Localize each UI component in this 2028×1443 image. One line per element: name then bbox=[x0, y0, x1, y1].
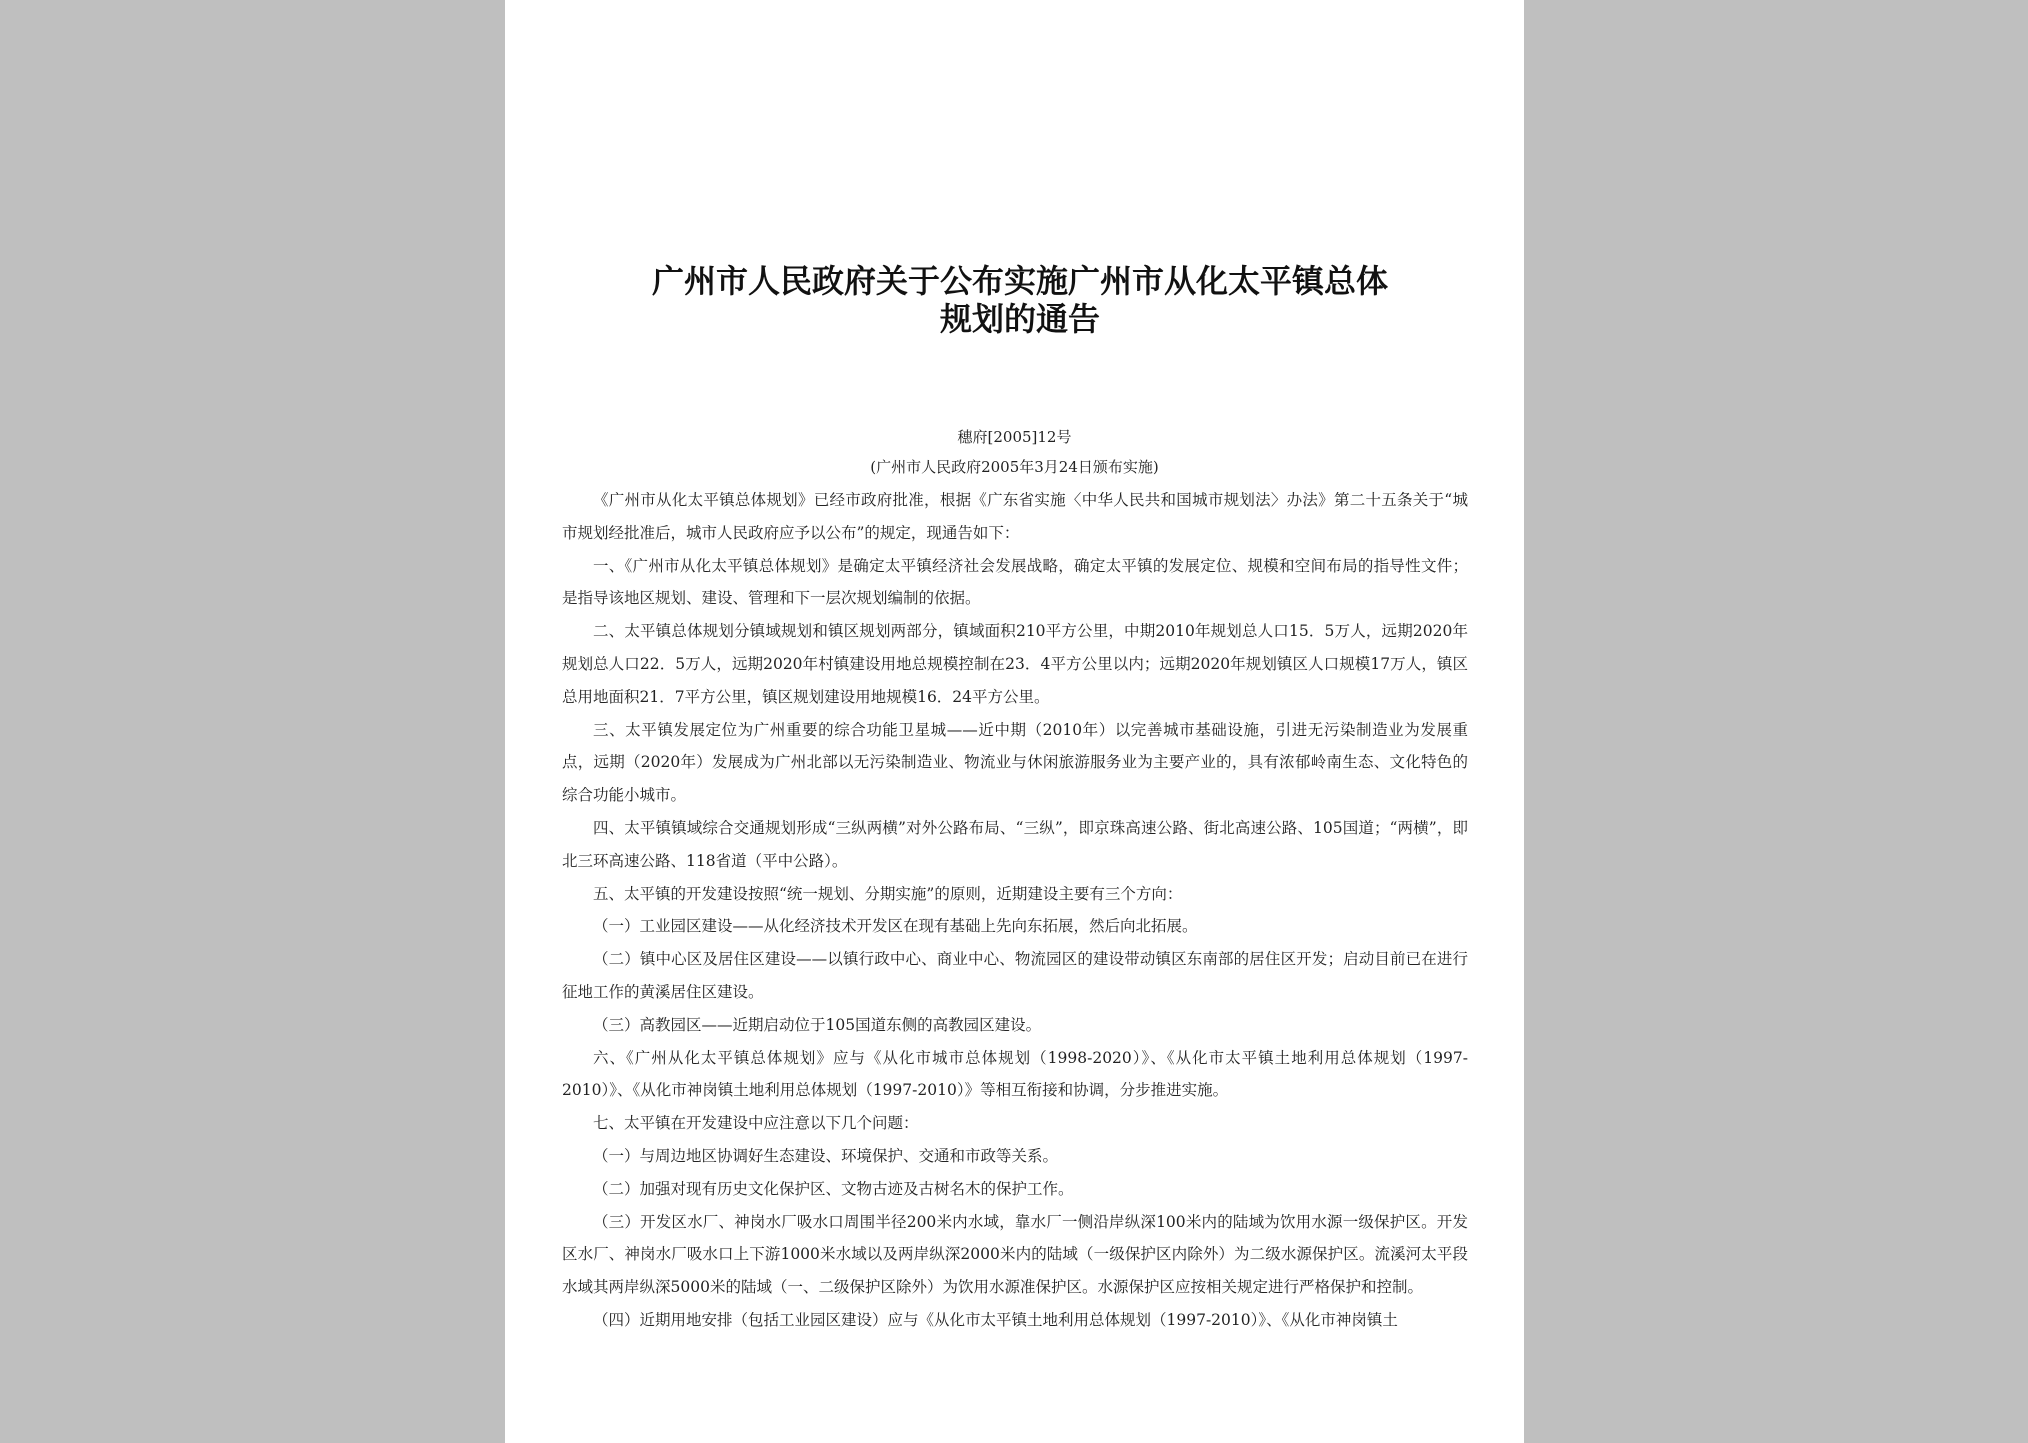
paragraph: 一、《广州市从化太平镇总体规划》是确定太平镇经济社会发展战略，确定太平镇的发展定位、规模和空间布局的指导性文件；是指导该地区规划、建设、管理和下一层次规划编制的依据。 bbox=[562, 556, 1468, 608]
document-body bbox=[562, 484, 1468, 1337]
paragraph: 六、《广州从化太平镇总体规划》应与《从化市城市总体规划（1998-2020）》、《从化市太平镇土地利用总体规划（1997-2010）》、《从化市神岗镇土地利用总体规划（1997-2010）》等相互衔接和协调，分步推进实施。 bbox=[562, 1048, 1468, 1100]
paragraph: 五、太平镇的开发建设按照“统一规划、分期实施”的原则，近期建设主要有三个方向： bbox=[593, 884, 1183, 903]
issue-note: (广州市人民政府2005年3月24日颁布实施) bbox=[870, 458, 1159, 476]
paragraph: （二）加强对现有历史文化保护区、文物古迹及古树名木的保护工作。 bbox=[593, 1179, 1074, 1198]
paragraph: （一）工业园区建设——从化经济技术开发区在现有基础上先向东拓展，然后向北拓展。 bbox=[593, 917, 1198, 936]
title-line-1: 广州市人民政府关于公布实施广州市从化太平镇总体 bbox=[651, 262, 1388, 300]
document-page bbox=[505, 0, 1524, 1443]
paragraph: （一）与周边地区协调好生态建设、环境保护、交通和市政等关系。 bbox=[593, 1146, 1059, 1165]
document-title bbox=[595, 262, 1445, 338]
paragraph: （三）开发区水厂、神岗水厂吸水口周围半径200米内水域，靠水厂一侧沿岸纵深100米内的陆域为饮用水源一级保护区。开发区水厂、神岗水厂吸水口上下游1000米水域以及两岸纵深2000米内的陆域（一级保护区内除外）为二级水源保护区。流溪河太平段水域其两岸纵深5000米的陆域（一、二级保护区除外）为饮用水源准保护区。水源保护区应按相关规定进行严格保护和控制。 bbox=[562, 1212, 1468, 1297]
paragraph: （四）近期用地安排（包括工业园区建设）应与《从化市太平镇土地利用总体规划（1997-2010）》、《从化市神岗镇土 bbox=[593, 1310, 1398, 1329]
paragraph: （三）高教园区——近期启动位于105国道东侧的高教园区建设。 bbox=[593, 1015, 1042, 1034]
document-number: 穗府[2005]12号 bbox=[957, 428, 1072, 446]
paragraph: 三、太平镇发展定位为广州重要的综合功能卫星城——近中期（2010年）以完善城市基础设施，引进无污染制造业为发展重点，远期（2020年）发展成为广州北部以无污染制造业、物流业与休闲旅游服务业为主要产业的，具有浓郁岭南生态、文化特色的综合功能小城市。 bbox=[562, 720, 1468, 805]
paragraph: （二）镇中心区及居住区建设——以镇行政中心、商业中心、物流园区的建设带动镇区东南部的居住区开发；启动目前已在进行征地工作的黄溪居住区建设。 bbox=[562, 950, 1468, 1001]
paragraph: 七、太平镇在开发建设中应注意以下几个问题： bbox=[593, 1114, 919, 1133]
paragraph: 二、太平镇总体规划分镇域规划和镇区规划两部分，镇域面积210平方公里，中期2010年规划总人口15．5万人，远期2020年规划总人口22．5万人，远期2020年村镇建设用地总规模控制在23．4平方公里以内；远期2020年规划镇区人口规模17万人，镇区总用地面积21．7平方公里，镇区规划建设用地规模16．24平方公里。 bbox=[562, 622, 1468, 706]
paragraph: 四、太平镇镇域综合交通规划形成“三纵两横”对外公路布局、“三纵”，即京珠高速公路、街北高速公路、105国道；“两横”，即北三环高速公路、118省道（平中公路）。 bbox=[562, 818, 1468, 870]
title-line-2: 规划的通告 bbox=[939, 300, 1100, 338]
paragraph: 《广州市从化太平镇总体规划》已经市政府批准，根据《广东省实施〈中华人民共和国城市规划法〉办法》第二十五条关于“城市规划经批准后，城市人民政府应予以公布”的规定，现通告如下： bbox=[562, 491, 1468, 542]
